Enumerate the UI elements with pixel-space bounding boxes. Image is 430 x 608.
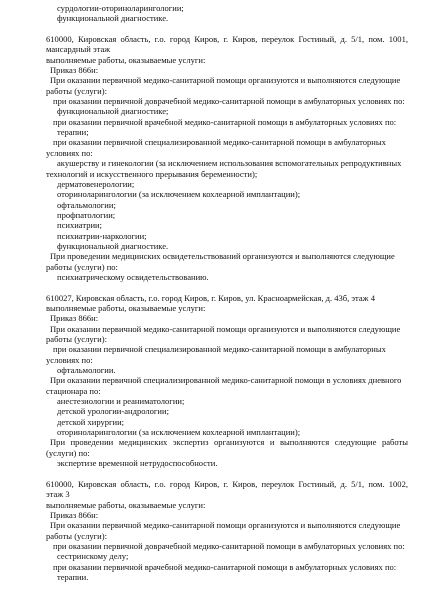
text-line: 610027, Кировская область, г.о. город Киров, г. Киров, ул. Красноармейская, д. 43б, этаж 4 <box>46 292 375 303</box>
text-line: выполняемые работы, оказываемые услуги: <box>46 54 206 65</box>
text-section <box>46 34 408 282</box>
text-line: Приказ 866н: <box>50 509 99 520</box>
text-line: терапии. <box>57 571 89 582</box>
text-line: работы (услуги): <box>46 334 107 344</box>
text-line: сурдологии-оториноларингологии; <box>57 3 184 13</box>
text-line: при оказании первичной специализированной медико-санитарной помощи в амбулаторных <box>53 344 386 355</box>
text-line: При проведении медицинских освидетельствований организуются и выполняются следующие <box>50 251 395 262</box>
text-section <box>46 479 408 582</box>
text-line: мансардный этаж <box>46 44 111 55</box>
text-line: дерматовенерологии; <box>57 178 135 189</box>
text-section <box>46 293 408 469</box>
text-line: психиатрии-наркологии; <box>57 230 147 241</box>
text-line: офтальмологии; <box>57 199 116 210</box>
text-line: при оказании первичной врачебной медико-санитарной помощи в амбулаторных условиях по: <box>53 561 397 572</box>
text-line: Приказ 866н: <box>50 65 99 76</box>
text-line: психиатрии; <box>57 220 102 231</box>
text-line: работы (услуги) по: <box>46 261 118 272</box>
text-line: экспертизе временной нетрудоспособности. <box>57 458 218 469</box>
text-line: оториноларингологии (за исключением кохлеарной имплантации); <box>57 189 301 200</box>
text-line: При проведении медицинских экспертиз организуются и выполняются следующие работы <box>50 437 408 448</box>
text-line: технологий и искусственного прерывания беременности); <box>46 168 258 179</box>
text-line: условиях по: <box>46 147 93 158</box>
text-line: условиях по: <box>46 354 93 365</box>
text-line: сестринскому делу; <box>57 551 129 562</box>
text-line: функциональной диагностике; <box>57 106 169 117</box>
text-line: при оказании первичной врачебной медико-санитарной помощи в амбулаторных условиях по: <box>53 116 397 127</box>
text-line: при оказании первичной доврачебной медико-санитарной помощи в амбулаторных условиях по: <box>53 540 405 551</box>
text-line: офтальмологии. <box>57 365 116 376</box>
text-line: (услуги) по: <box>46 447 90 458</box>
text-line: при оказании первичной доврачебной медико-санитарной помощи в амбулаторных условиях по: <box>53 96 405 107</box>
text-line: профпатологии; <box>57 209 116 220</box>
text-line: стационара по: <box>46 385 101 396</box>
text-line: выполняемые работы, оказываемые услуги: <box>46 302 206 313</box>
text-line: оториноларингологии (за исключением кохлеарной имплантации); <box>57 427 301 438</box>
text-line: при оказании первичной специализированной медико-санитарной помощи в амбулаторных <box>53 137 386 148</box>
text-line: Приказ 866н: <box>50 313 99 324</box>
text-line: При оказании первичной специализированной медико-санитарной помощи в условиях дневного <box>50 375 402 386</box>
text-line: При оказании первичной медико-санитарной помощи организуются и выполняются следующие <box>50 323 401 334</box>
text-line: При оказании первичной медико-санитарной помощи организуются и выполняются следующие <box>50 75 401 86</box>
text-line: психиатрическому освидетельствованию. <box>57 271 209 282</box>
text-line: 610000, Кировская область, г.о. город Киров, г. Киров, переулок Гостиный, д. 5/1, пом. 1001, <box>46 34 408 45</box>
text-line: 610000, Кировская область, г.о. город Киров, г. Киров, переулок Гостиный, д. 5/1, пом. 1002, <box>46 478 408 489</box>
text-line: анестезиологии и реаниматологии; <box>57 396 185 407</box>
text-line: работы (услуги): <box>46 85 107 96</box>
text-section <box>46 3 408 24</box>
text-line: терапии; <box>57 127 89 138</box>
text-line: этаж 3 <box>46 489 70 500</box>
text-line: работы (услуги): <box>46 530 107 541</box>
text-line: выполняемые работы, оказываемые услуги: <box>46 499 206 510</box>
text-line: При оказании первичной медико-санитарной помощи организуются и выполняются следующие <box>50 520 401 531</box>
text-line: акушерству и гинекологии (за исключением использования вспомогательных репродуктивных <box>57 158 402 169</box>
text-line: детской хирургии; <box>57 416 125 427</box>
text-line: функциональной диагностике. <box>57 240 169 251</box>
text-line: функциональной диагностике. <box>57 13 169 24</box>
text-line: детской урологии-андрологии; <box>57 406 169 417</box>
